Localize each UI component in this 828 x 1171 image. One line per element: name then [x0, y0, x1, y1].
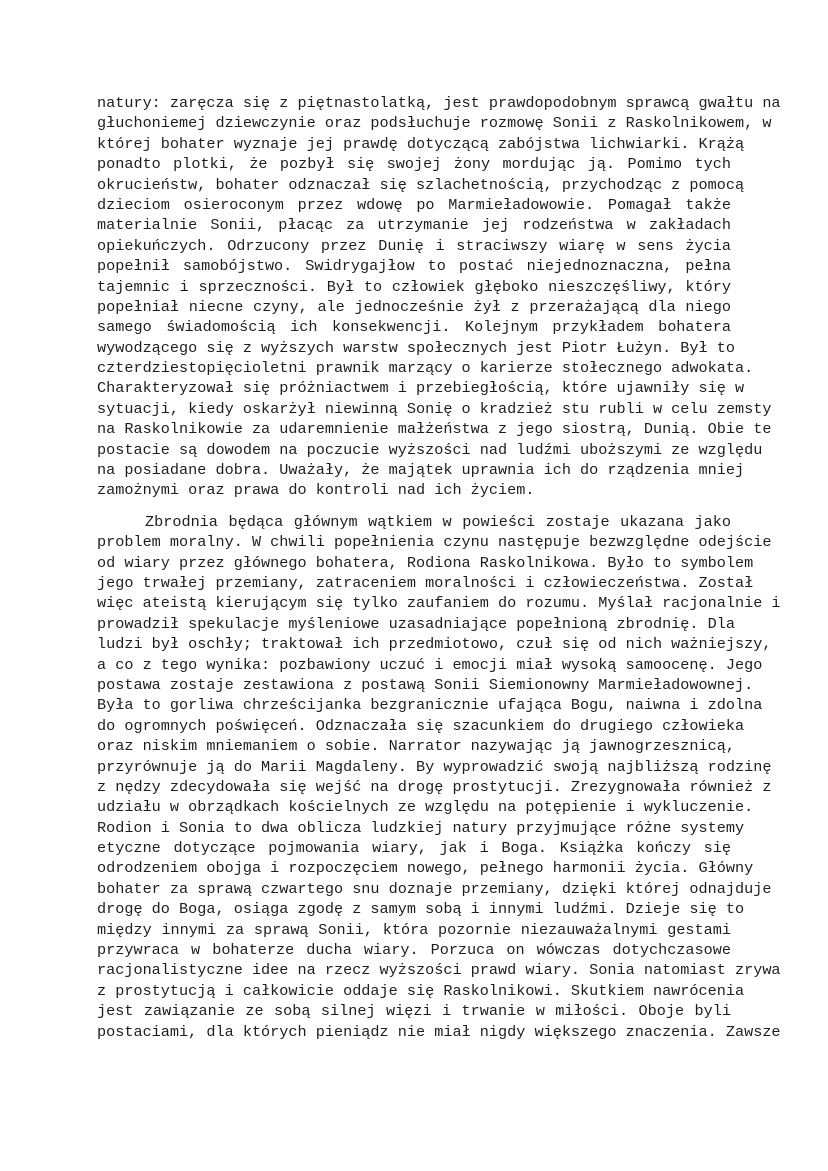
text-line: ludzi był oschły; traktował ich przedmiotowo, czuł się od nich ważniejszy, [97, 635, 772, 654]
text-line: problem moralny. W chwili popełnienia czynu następuje bezwzględne odejście [97, 533, 772, 552]
text-line: bohater za sprawą czwartego snu doznaje przemiany, dzięki której odnajduje [97, 879, 772, 898]
text-line: opiekuńczych. Odrzucony przez Dunię i straciwszy wiarę w sens życia [97, 236, 731, 255]
text-line: materialnie Sonii, płacąc za utrzymanie jej rodzeństwa w zakładach [97, 216, 731, 235]
text-line: a co z tego wynika: pozbawiony uczuć i emocji miał wysoką samoocenę. Jego [97, 655, 763, 674]
text-line: okrucieństw, bohater odznaczał się szlachetnością, przychodząc z pomocą [97, 175, 745, 194]
text-line: z prostytucją i całkowicie oddaje się Raskolnikowi. Skutkiem nawrócenia [97, 981, 745, 1000]
text-line: głuchoniemej dziewczynie oraz podsłuchuje rozmowę Sonii z Raskolnikowem, w [97, 114, 772, 133]
text-line: dzieciom osieroconym przez wdowę po Marmieładowowie. Pomagał także [97, 195, 731, 214]
text-line: samego świadomością ich konsekwencji. Kolejnym przykładem bohatera [97, 318, 731, 337]
text-line: postaciami, dla których pieniądz nie miał nigdy większego znaczenia. Zawsze [97, 1022, 781, 1041]
text-line: tajemnic i sprzeczności. Był to człowiek głęboko nieszczęśliwy, który [97, 277, 731, 296]
text-line: popełnił samobójstwo. Swidrygajłow to postać niejednoznaczna, pełna [97, 257, 731, 276]
text-line: drogę do Boga, osiąga zgodę z samym sobą i innymi ludźmi. Dzieje się to [97, 900, 745, 919]
text-line: od wiary przez głównego bohatera, Rodiona Raskolnikowa. Było to symbolem [97, 553, 754, 572]
text-line: z nędzy zdecydowała się wejść na drogę prostytucji. Zrezygnowała również z [97, 777, 772, 796]
text-line: Rodion i Sonia to dwa oblicza ludzkiej natury przyjmujące różne systemy [97, 818, 745, 837]
text-line: sytuacji, kiedy oskarżył niewinną Sonię o kradzież stu rubli w celu zemsty [97, 399, 772, 418]
text-line: jego trwałej przemiany, zatraceniem moralności i człowieczeństwa. Został [97, 573, 754, 592]
text-line: natury: zaręcza się z piętnastolatką, jest prawdopodobnym sprawcą gwałtu na [97, 94, 781, 112]
text-line: zamożnymi oraz prawa do kontroli nad ich życiem. [97, 481, 535, 500]
paragraph [97, 93, 781, 501]
text-line: między innymi za sprawą Sonii, która pozornie niezauważalnymi gestami [97, 920, 731, 939]
text-line: oraz niskim mniemaniem o sobie. Narrator nazywając ją jawnogrzesznicą, [97, 737, 735, 756]
text-line: jest zawiązanie ze sobą silnej więzi i trwanie w miłości. Oboje byli [97, 1002, 731, 1021]
text-line: prowadził spekulacje myśleniowe uzasadniające popełnioną zbrodnię. Dla [97, 614, 735, 633]
text-line: Charakteryzował się próżniactwem i przebiegłością, które ujawniły się w [97, 379, 745, 398]
text-line: postacie są dowodem na poczucie wyższości nad ludźmi uboższymi ze względu [97, 440, 763, 459]
text-line: czterdziestopięcioletni prawnik marzący o karierze stołecznego adwokata. [97, 359, 754, 378]
text-line: etyczne dotyczące pojmowania wiary, jak i Boga. Książka kończy się [97, 839, 731, 858]
text-line: odrodzeniem obojga i rozpoczęciem nowego, pełnego harmonii życia. Główny [97, 859, 754, 878]
text-line: udziału w obrządkach kościelnych ze względu na potępienie i wykluczenie. [97, 798, 754, 817]
text-line: ponadto plotki, że pozbył się swojej żony mordując ją. Pomimo tych [97, 155, 731, 174]
text-line: racjonalistyczne idee na rzecz wyższości prawd wiary. Sonia natomiast zrywa [97, 961, 781, 980]
text-line: popełniał niecne czyny, ale jednocześnie żył z przerażającą dla niego [97, 297, 731, 316]
text-line: na Raskolnikowie za udaremnienie małżeństwa z jego siostrą, Dunią. Obie te [97, 420, 772, 439]
text-line: więc ateistą kierującym się tylko zaufaniem do rozumu. Myślał racjonalnie i [97, 594, 781, 613]
text-line: przyrównuje ją do Marii Magdaleny. By wyprowadzić swoją najbliższą rodzinę [97, 757, 772, 776]
text-line: do ogromnych poświęceń. Odznaczała się szacunkiem do drugiego człowieka [97, 716, 745, 735]
text-line: Była to gorliwa chrześcijanka bezgranicznie ufająca Bogu, naiwna i zdolna [97, 696, 763, 715]
text-line: postawa zostaje zestawiona z postawą Sonii Siemionowny Marmieładowownej. [97, 675, 754, 694]
text-line: przywraca w bohaterze ducha wiary. Porzuca on wówczas dotychczasowe [97, 941, 731, 960]
text-line: na posiadane dobra. Uważały, że majątek uprawnia ich do rządzenia mniej [97, 461, 745, 480]
text-line: Zbrodnia będąca głównym wątkiem w powieści zostaje ukazana jako [145, 512, 731, 531]
paragraph [97, 512, 781, 1042]
text-line: której bohater wyznaje jej prawdę dotyczącą zabójstwa lichwiarki. Krążą [97, 134, 745, 153]
document-page [97, 93, 781, 1042]
text-line: wywodzącego się z wyższych warstw społecznych jest Piotr Łużyn. Był to [97, 338, 735, 357]
